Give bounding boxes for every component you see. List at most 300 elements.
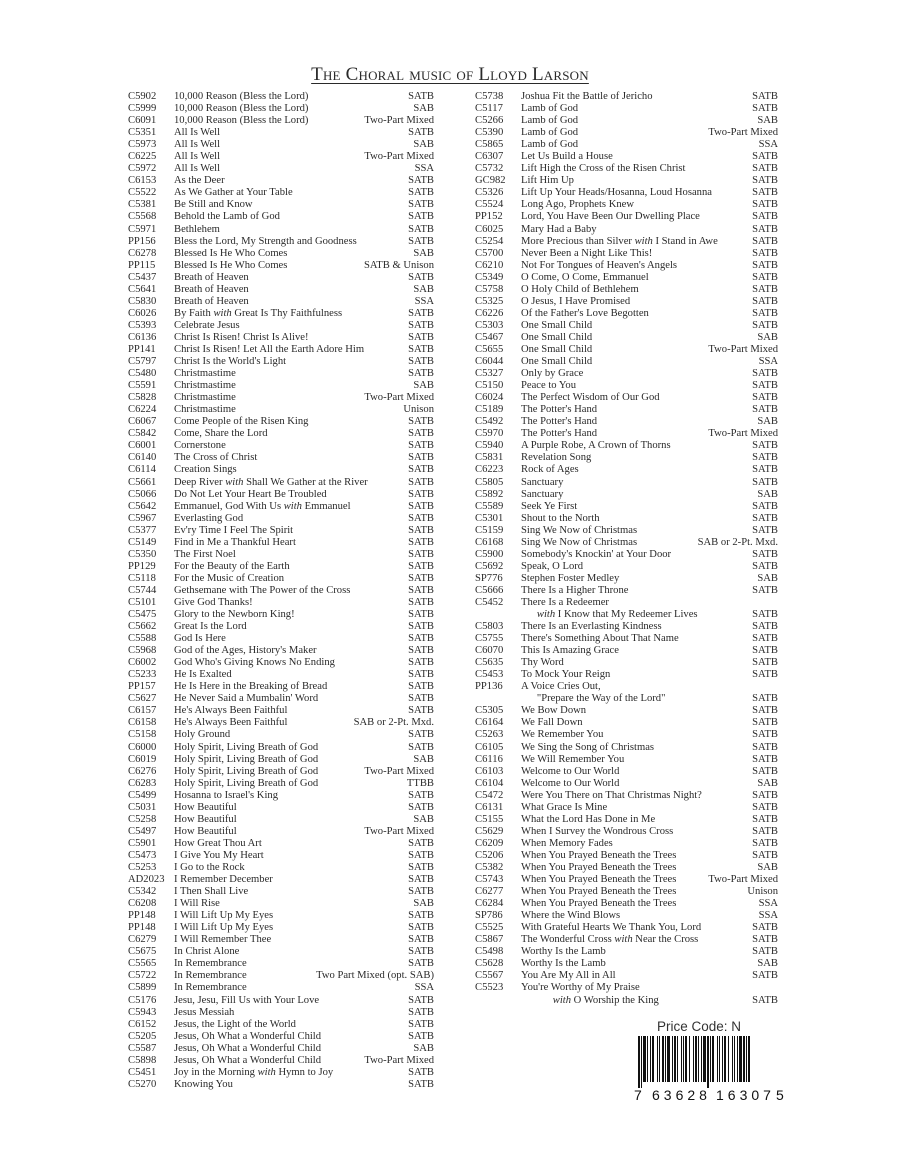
catalog-row <box>475 175 778 187</box>
catalog-code: C6153 <box>128 175 157 187</box>
catalog-code: PP148 <box>128 922 156 934</box>
catalog-row <box>128 477 434 489</box>
catalog-title: Long Ago, Prophets Knew <box>521 199 634 211</box>
catalog-voicing: SATB <box>752 645 778 657</box>
catalog-row <box>128 573 434 585</box>
catalog-title: When You Prayed Beneath the Trees <box>521 849 677 861</box>
catalog-code: C5967 <box>128 512 157 524</box>
catalog-title: The Potter's Hand <box>521 404 598 416</box>
barcode-bar <box>652 1036 654 1082</box>
catalog-code: C5159 <box>475 524 504 536</box>
catalog-code: C5233 <box>128 669 157 681</box>
catalog-voicing: SATB <box>752 729 778 741</box>
catalog-code: C5830 <box>128 295 157 307</box>
catalog-voicing: Unison <box>403 404 434 416</box>
catalog-code: C5655 <box>475 343 504 355</box>
catalog-voicing: SSA <box>758 910 778 922</box>
catalog-row <box>475 657 778 669</box>
catalog-row <box>128 344 434 356</box>
catalog-row <box>128 332 434 344</box>
catalog-title: You Are My All in All <box>521 970 616 982</box>
barcode-bar <box>689 1036 690 1082</box>
barcode-bar <box>674 1036 676 1082</box>
catalog-title: One Small Child <box>521 331 593 343</box>
catalog-code: C5266 <box>475 115 504 127</box>
catalog-title: The Potter's Hand <box>521 416 598 428</box>
catalog-row <box>128 380 434 392</box>
catalog-title: Deep River with Shall We Gather at the River <box>174 476 368 488</box>
catalog-code: C6025 <box>475 223 504 235</box>
catalog-code: C5758 <box>475 283 504 295</box>
catalog-code: C6131 <box>475 801 504 813</box>
catalog-row <box>128 1019 434 1031</box>
catalog-row <box>128 91 434 103</box>
catalog-voicing: SATB <box>408 910 434 922</box>
catalog-title: 10,000 Reason (Bless the Lord) <box>174 115 309 127</box>
catalog-title: with I Know that My Redeemer Lives <box>536 609 698 621</box>
catalog-title: Revelation Song <box>521 452 592 464</box>
catalog-code: C6067 <box>128 416 157 428</box>
catalog-row <box>128 585 434 597</box>
catalog-title: There's Something About That Name <box>521 633 679 645</box>
catalog-code: C5971 <box>128 223 157 235</box>
catalog-voicing: Two-Part Mixed <box>708 127 778 139</box>
catalog-row <box>475 850 778 862</box>
catalog-row <box>128 874 434 886</box>
catalog-voicing: SATB <box>408 1006 434 1018</box>
barcode-bar <box>710 1036 711 1082</box>
catalog-code: C5452 <box>475 596 504 608</box>
catalog-title: Gethsemane with The Power of the Cross <box>174 584 351 596</box>
catalog-row <box>475 404 778 416</box>
catalog-voicing: SAB <box>757 488 778 500</box>
catalog-title: God of the Ages, History's Maker <box>174 645 317 657</box>
catalog-voicing: SATB <box>408 560 434 572</box>
catalog-title: For the Music of Creation <box>174 572 285 584</box>
catalog-title: The Cross of Christ <box>174 452 258 464</box>
catalog-code: C6104 <box>475 777 504 789</box>
catalog-voicing: SATB <box>408 331 434 343</box>
catalog-title: All Is Well <box>174 127 221 139</box>
catalog-row <box>475 729 778 741</box>
catalog-row <box>128 248 434 260</box>
catalog-voicing: SATB <box>752 175 778 187</box>
catalog-voicing: SATB <box>408 536 434 548</box>
catalog-voicing: SAB <box>757 777 778 789</box>
catalog-row <box>128 151 434 163</box>
catalog-code: GC982 <box>475 175 506 187</box>
catalog-title: Do Not Let Your Heart Be Troubled <box>174 488 327 500</box>
catalog-voicing: SATB <box>752 548 778 560</box>
catalog-row <box>128 440 434 452</box>
catalog-row <box>128 693 434 705</box>
barcode-bar <box>739 1036 742 1082</box>
catalog-voicing: SATB <box>408 681 434 693</box>
catalog-voicing: SAB <box>757 115 778 127</box>
catalog-row <box>128 1055 434 1067</box>
catalog-voicing: SATB <box>752 789 778 801</box>
catalog-voicing: SATB <box>408 862 434 873</box>
catalog-voicing: Two-Part Mixed <box>708 428 778 440</box>
catalog-voicing: SATB <box>752 609 778 621</box>
catalog-row <box>128 814 434 826</box>
catalog-voicing: SATB <box>408 127 434 139</box>
catalog-row <box>475 549 778 561</box>
catalog-voicing: Unison <box>747 886 778 898</box>
catalog-title: Of the Father's Love Begotten <box>521 307 649 319</box>
catalog-row <box>475 103 778 115</box>
catalog-voicing: SATB <box>752 934 778 946</box>
catalog-code: C5158 <box>128 729 157 741</box>
catalog-title: He's Always Been Faithful <box>174 705 288 717</box>
catalog-title: Speak, O Lord <box>521 560 584 572</box>
catalog-title: He's Always Been Faithful <box>174 717 288 729</box>
catalog-row <box>128 464 434 476</box>
catalog-voicing: SATB <box>752 283 778 295</box>
catalog-row <box>475 633 778 645</box>
catalog-code: C5118 <box>128 572 156 584</box>
catalog-voicing: SAB <box>413 1042 434 1054</box>
catalog-voicing: SATB <box>752 970 778 982</box>
catalog-voicing: SATB <box>752 235 778 247</box>
catalog-title: One Small Child <box>521 356 593 368</box>
catalog-voicing: SATB <box>752 693 778 705</box>
catalog-row <box>475 874 778 886</box>
catalog-row <box>475 332 778 344</box>
catalog-row <box>128 139 434 151</box>
catalog-row <box>128 513 434 525</box>
catalog-voicing: SATB <box>752 223 778 235</box>
catalog-voicing: Two Part Mixed (opt. SAB) <box>316 970 434 982</box>
catalog-title: Lamb of God <box>521 139 579 151</box>
catalog-voicing: SATB <box>752 633 778 645</box>
barcode-bar <box>667 1036 670 1082</box>
catalog-voicing: SATB <box>408 837 434 849</box>
catalog-voicing: SATB <box>408 512 434 524</box>
catalog-voicing: SATB <box>752 392 778 404</box>
catalog-voicing: SATB <box>752 524 778 536</box>
catalog-row <box>475 284 778 296</box>
catalog-row <box>128 669 434 681</box>
catalog-title: Christ Is Risen! Let All the Earth Adore Him <box>174 343 365 355</box>
catalog-title: Ev'ry Time I Feel The Spirit <box>174 524 294 536</box>
catalog-voicing: SATB <box>408 621 434 633</box>
catalog-voicing: SSA <box>414 982 434 994</box>
catalog-title: Christmastime <box>174 392 236 404</box>
catalog-title: Sanctuary <box>521 476 564 488</box>
catalog-title: For the Beauty of the Earth <box>174 560 290 572</box>
catalog-title: Holy Spirit, Living Breath of God <box>174 741 319 753</box>
catalog-row <box>128 802 434 814</box>
catalog-voicing: SATB <box>408 524 434 536</box>
catalog-title: Holy Spirit, Living Breath of God <box>174 777 319 789</box>
catalog-row <box>475 224 778 236</box>
catalog-title: Holy Spirit, Living Breath of God <box>174 765 319 777</box>
catalog-title: Jesus Messiah <box>174 1006 235 1018</box>
catalog-voicing: SATB <box>752 211 778 223</box>
catalog-title: Joy in the Morning with Hymn to Joy <box>174 1066 334 1078</box>
catalog-row <box>128 922 434 934</box>
catalog-row <box>475 814 778 826</box>
catalog-title: How Beautiful <box>174 825 237 837</box>
catalog-title: Cornerstone <box>174 440 226 452</box>
page-title: The Choral music of Lloyd Larson <box>311 64 589 85</box>
catalog-code: C6284 <box>475 898 504 910</box>
catalog-voicing: SATB <box>752 837 778 849</box>
catalog-row <box>475 802 778 814</box>
catalog-row <box>475 910 778 922</box>
catalog-code: C5101 <box>128 596 157 608</box>
catalog-code: C5565 <box>128 958 157 970</box>
catalog-voicing: SATB <box>408 428 434 440</box>
catalog-voicing: SATB <box>752 753 778 765</box>
catalog-title: Sing We Now of Christmas <box>521 536 638 548</box>
catalog-voicing: SATB <box>752 307 778 319</box>
catalog-row <box>475 344 778 356</box>
catalog-row <box>128 862 434 874</box>
catalog-code: C5803 <box>475 621 504 633</box>
catalog-row <box>128 537 434 549</box>
catalog-row <box>128 525 434 537</box>
barcode-bar <box>638 1036 640 1088</box>
catalog-voicing: SATB <box>752 741 778 753</box>
catalog-title: When Memory Fades <box>521 837 613 849</box>
catalog-title: How Beautiful <box>174 813 237 825</box>
catalog-row <box>128 958 434 970</box>
catalog-voicing: SATB <box>752 464 778 476</box>
catalog-row <box>128 970 434 982</box>
catalog-voicing: SAB <box>757 572 778 584</box>
catalog-code: C6114 <box>128 464 156 476</box>
catalog-row <box>128 633 434 645</box>
catalog-voicing: SATB <box>408 645 434 657</box>
catalog-title: When You Prayed Beneath the Trees <box>521 862 677 873</box>
catalog-voicing: SATB <box>408 934 434 946</box>
catalog-title: All Is Well <box>174 151 221 163</box>
catalog-row <box>128 838 434 850</box>
catalog-voicing: SAB <box>413 247 434 259</box>
catalog-voicing: SATB <box>752 922 778 934</box>
catalog-voicing: SATB <box>752 440 778 452</box>
catalog-title: Lamb of God <box>521 127 579 139</box>
catalog-row <box>128 850 434 862</box>
catalog-row <box>128 501 434 513</box>
catalog-voicing: SATB <box>408 223 434 235</box>
catalog-code: C6157 <box>128 705 157 717</box>
catalog-row <box>128 187 434 199</box>
catalog-row <box>475 838 778 850</box>
catalog-code: C5467 <box>475 331 504 343</box>
catalog-voicing: Two-Part Mixed <box>364 115 434 127</box>
catalog-row <box>475 597 778 609</box>
catalog-title: When I Survey the Wondrous Cross <box>521 825 674 837</box>
catalog-title: Somebody's Knockin' at Your Door <box>521 548 672 560</box>
catalog-row <box>475 754 778 766</box>
catalog-row <box>128 115 434 127</box>
catalog-voicing: SATB <box>752 512 778 524</box>
barcode-bar <box>659 1036 660 1082</box>
barcode-bar <box>643 1036 646 1082</box>
catalog-row <box>128 549 434 561</box>
catalog-title: I Go to the Rock <box>174 862 245 873</box>
catalog-code: C6002 <box>128 657 157 669</box>
catalog-row <box>475 886 778 898</box>
catalog-code: C5305 <box>475 705 504 717</box>
catalog-code: C5692 <box>475 560 504 572</box>
catalog-voicing: SATB <box>408 705 434 717</box>
catalog-voicing: SAB or 2-Pt. Mxd. <box>353 717 434 729</box>
catalog-code: C5253 <box>128 862 157 873</box>
barcode-bar <box>724 1036 726 1082</box>
catalog-voicing: SATB <box>752 560 778 572</box>
catalog-title: By Faith with Great Is Thy Faithfulness <box>174 307 343 319</box>
catalog-title: In Remembrance <box>174 982 247 994</box>
catalog-title: Worthy Is the Lamb <box>521 946 606 958</box>
catalog-row <box>128 211 434 223</box>
catalog-code: C5258 <box>128 813 157 825</box>
catalog-row <box>128 754 434 766</box>
catalog-row <box>475 452 778 464</box>
catalog-title: All Is Well <box>174 163 221 175</box>
catalog-row <box>128 886 434 898</box>
catalog-voicing: SAB or 2-Pt. Mxd. <box>697 536 778 548</box>
catalog-voicing: SATB <box>408 500 434 512</box>
catalog-code: C6164 <box>475 717 504 729</box>
catalog-title: Celebrate Jesus <box>174 319 240 331</box>
catalog-title: A Purple Robe, A Crown of Thorns <box>521 440 671 452</box>
catalog-row <box>475 368 778 380</box>
catalog-code: C5567 <box>475 970 504 982</box>
catalog-code: PP157 <box>128 681 156 693</box>
catalog-code: PP156 <box>128 235 156 247</box>
barcode-bar <box>734 1036 735 1082</box>
catalog-code: C5451 <box>128 1066 157 1078</box>
catalog-title: Worthy Is the Lamb <box>521 958 606 970</box>
catalog-code: C5498 <box>475 946 504 958</box>
catalog-voicing: SATB <box>408 572 434 584</box>
catalog-row <box>128 561 434 573</box>
catalog-voicing: SATB <box>752 452 778 464</box>
catalog-title: Where the Wind Blows <box>521 910 621 922</box>
catalog-voicing: SAB <box>413 753 434 765</box>
catalog-title: Lamb of God <box>521 115 579 127</box>
catalog-voicing: SATB <box>408 958 434 970</box>
catalog-code: C5902 <box>128 91 157 102</box>
catalog-row <box>475 163 778 175</box>
catalog-row <box>128 766 434 778</box>
catalog-voicing: SATB <box>408 886 434 898</box>
catalog-row <box>475 681 778 693</box>
catalog-voicing: SATB <box>408 657 434 669</box>
catalog-title: You're Worthy of My Praise <box>521 982 640 994</box>
catalog-title: How Great Thou Art <box>174 837 262 849</box>
catalog-voicing: SATB <box>408 488 434 500</box>
catalog-code: C5205 <box>128 1030 157 1042</box>
catalog-voicing: SAB <box>757 331 778 343</box>
catalog-voicing: SATB <box>408 922 434 934</box>
catalog-title: I Will Lift Up My Eyes <box>174 922 274 934</box>
catalog-code: C5744 <box>128 584 157 596</box>
catalog-row <box>128 320 434 332</box>
barcode-bar <box>647 1036 648 1082</box>
catalog-voicing: SATB & Unison <box>363 259 434 271</box>
catalog-title: Shout to the North <box>521 512 600 524</box>
catalog-title: Glory to the Newborn King! <box>174 609 295 621</box>
catalog-title: Lord, You Have Been Our Dwelling Place <box>521 211 700 223</box>
catalog-row <box>128 356 434 368</box>
barcode-bar <box>701 1036 702 1082</box>
catalog-row <box>475 982 778 994</box>
catalog-voicing: SAB <box>413 139 434 151</box>
catalog-title: When You Prayed Beneath the Trees <box>521 898 677 910</box>
catalog-row <box>475 573 778 585</box>
catalog-row <box>128 368 434 380</box>
catalog-code: C5350 <box>128 548 157 560</box>
catalog-title: A Voice Cries Out, <box>521 681 601 693</box>
catalog-title: Jesus, Oh What a Wonderful Child <box>174 1042 322 1054</box>
catalog-title: Welcome to Our World <box>521 777 620 789</box>
catalog-title: O Come, O Come, Emmanuel <box>521 271 649 283</box>
catalog-title: I Give You My Heart <box>174 849 264 861</box>
barcode-left-group: 63628 <box>652 1087 711 1103</box>
catalog-title: Christmastime <box>174 404 236 416</box>
catalog-voicing: SATB <box>752 657 778 669</box>
catalog-title: Breath of Heaven <box>174 283 249 295</box>
catalog-row <box>475 609 778 621</box>
catalog-code: C5635 <box>475 657 504 669</box>
catalog-code: C5628 <box>475 958 504 970</box>
catalog-code: C5523 <box>475 982 504 994</box>
catalog-code: C5342 <box>128 886 157 898</box>
catalog-code: C6226 <box>475 307 504 319</box>
catalog-code: PP148 <box>128 910 156 922</box>
catalog-voicing: SATB <box>408 464 434 476</box>
catalog-row <box>475 236 778 248</box>
catalog-code: C6223 <box>475 464 504 476</box>
catalog-title: Be Still and Know <box>174 199 253 211</box>
catalog-voicing: SATB <box>752 813 778 825</box>
catalog-row <box>475 537 778 549</box>
catalog-voicing: SSA <box>758 898 778 910</box>
catalog-voicing: SATB <box>752 259 778 271</box>
barcode-bar <box>662 1036 664 1082</box>
catalog-row <box>475 705 778 717</box>
catalog-title: One Small Child <box>521 319 593 331</box>
catalog-title: Welcome to Our World <box>521 765 620 777</box>
catalog-voicing: SSA <box>414 163 434 175</box>
catalog-row <box>475 151 778 163</box>
catalog-voicing: SATB <box>408 235 434 247</box>
catalog-row <box>475 211 778 223</box>
catalog-code: C5437 <box>128 271 157 283</box>
catalog-row <box>475 91 778 103</box>
catalog-voicing: SATB <box>752 717 778 729</box>
catalog-voicing: SATB <box>408 669 434 681</box>
catalog-voicing: SAB <box>413 283 434 295</box>
catalog-row <box>128 898 434 910</box>
catalog-row <box>475 260 778 272</box>
catalog-title: There Is a Higher Throne <box>521 584 629 596</box>
catalog-code: C5270 <box>128 1078 157 1090</box>
catalog-code: C5972 <box>128 163 157 175</box>
catalog-voicing: SATB <box>408 849 434 861</box>
catalog-code: C6225 <box>128 151 157 163</box>
catalog-code: C5999 <box>128 103 157 115</box>
catalog-row <box>128 224 434 236</box>
catalog-title: Jesus, Oh What a Wonderful Child <box>174 1030 322 1042</box>
catalog-row <box>128 1067 434 1079</box>
barcode-bar <box>672 1036 673 1082</box>
